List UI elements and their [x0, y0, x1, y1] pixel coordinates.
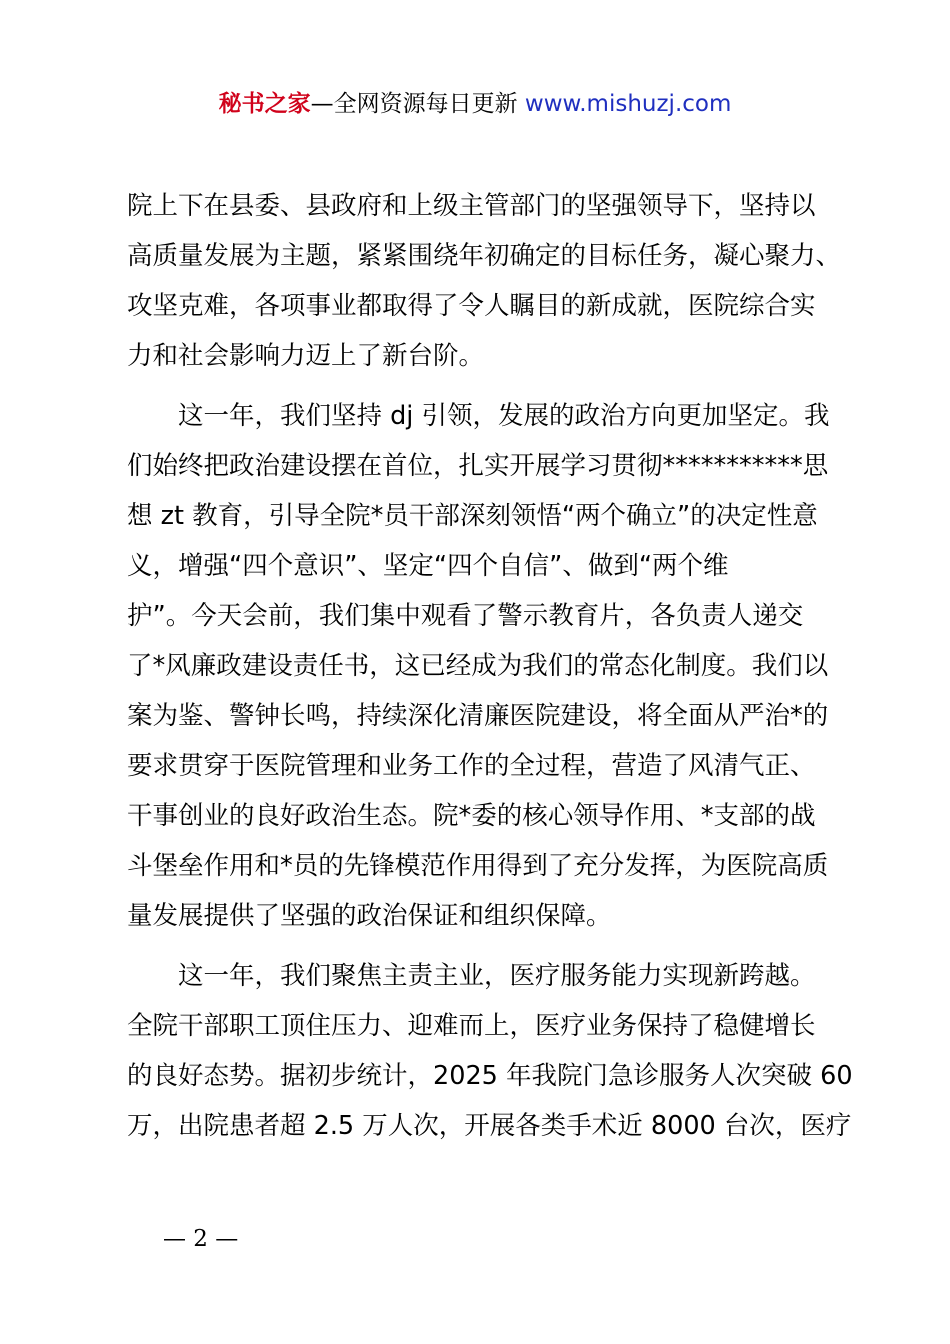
- paragraph-3: [127, 951, 853, 1151]
- text-line: 全院干部职工顶住压力、迎难而上，医疗业务保持了稳健增长: [127, 1011, 816, 1041]
- text-line: 这一年，我们坚持 dj 引领，发展的政治方向更加坚定。我: [178, 401, 830, 431]
- page-number: — 2 —: [163, 1226, 239, 1252]
- text-line: 们始终把政治建设摆在首位，扎实开展学习贯彻***********思: [127, 451, 829, 481]
- paragraph-1: [127, 181, 843, 381]
- text-line: 的良好态势。据初步统计，2025 年我院门急诊服务人次突破 60: [127, 1061, 853, 1091]
- text-line: 院上下在县委、县政府和上级主管部门的坚强领导下，坚持以: [127, 191, 816, 221]
- header-brand: 秘书之家: [218, 91, 311, 117]
- text-line: 高质量发展为主题，紧紧围绕年初确定的目标任务，凝心聚力、: [127, 241, 842, 271]
- text-line: 了*风廉政建设责任书，这已经成为我们的常态化制度。我们以: [127, 651, 829, 681]
- text-line: 干事创业的良好政治生态。院*委的核心领导作用、*支部的战: [127, 801, 816, 831]
- page-header: [0, 88, 950, 120]
- text-line: 想 zt 教育，引导全院*员干部深刻领悟“两个确立”的决定性意: [127, 501, 818, 531]
- text-line: 案为鉴、警钟长鸣，持续深化清廉医院建设，将全面从严治*的: [127, 701, 829, 731]
- text-line: 这一年，我们聚焦主责主业，医疗服务能力实现新跨越。: [178, 961, 816, 991]
- text-line: 万，出院患者超 2.5 万人次，开展各类手术近 8000 台次，医疗: [127, 1111, 852, 1141]
- header-tagline: —全网资源每日更新: [310, 91, 518, 117]
- header-url-link[interactable]: www.mishuzj.com: [524, 91, 732, 117]
- text-line: 斗堡垒作用和*员的先锋模范作用得到了充分发挥，为医院高质: [127, 851, 829, 881]
- document-body: [127, 181, 853, 1151]
- text-line: 量发展提供了坚强的政治保证和组织保障。: [127, 901, 612, 931]
- text-line: 护”。今天会前，我们集中观看了警示教育片，各负责人递交: [127, 601, 804, 631]
- text-line: 攻坚克难，各项事业都取得了令人瞩目的新成就，医院综合实: [127, 291, 816, 321]
- text-line: 义，增强“四个意识”、坚定“四个自信”、做到“两个维: [127, 551, 729, 581]
- text-line: 要求贯穿于医院管理和业务工作的全过程，营造了风清气正、: [127, 751, 816, 781]
- text-line: 力和社会影响力迈上了新台阶。: [127, 341, 485, 371]
- paragraph-2: [127, 391, 843, 941]
